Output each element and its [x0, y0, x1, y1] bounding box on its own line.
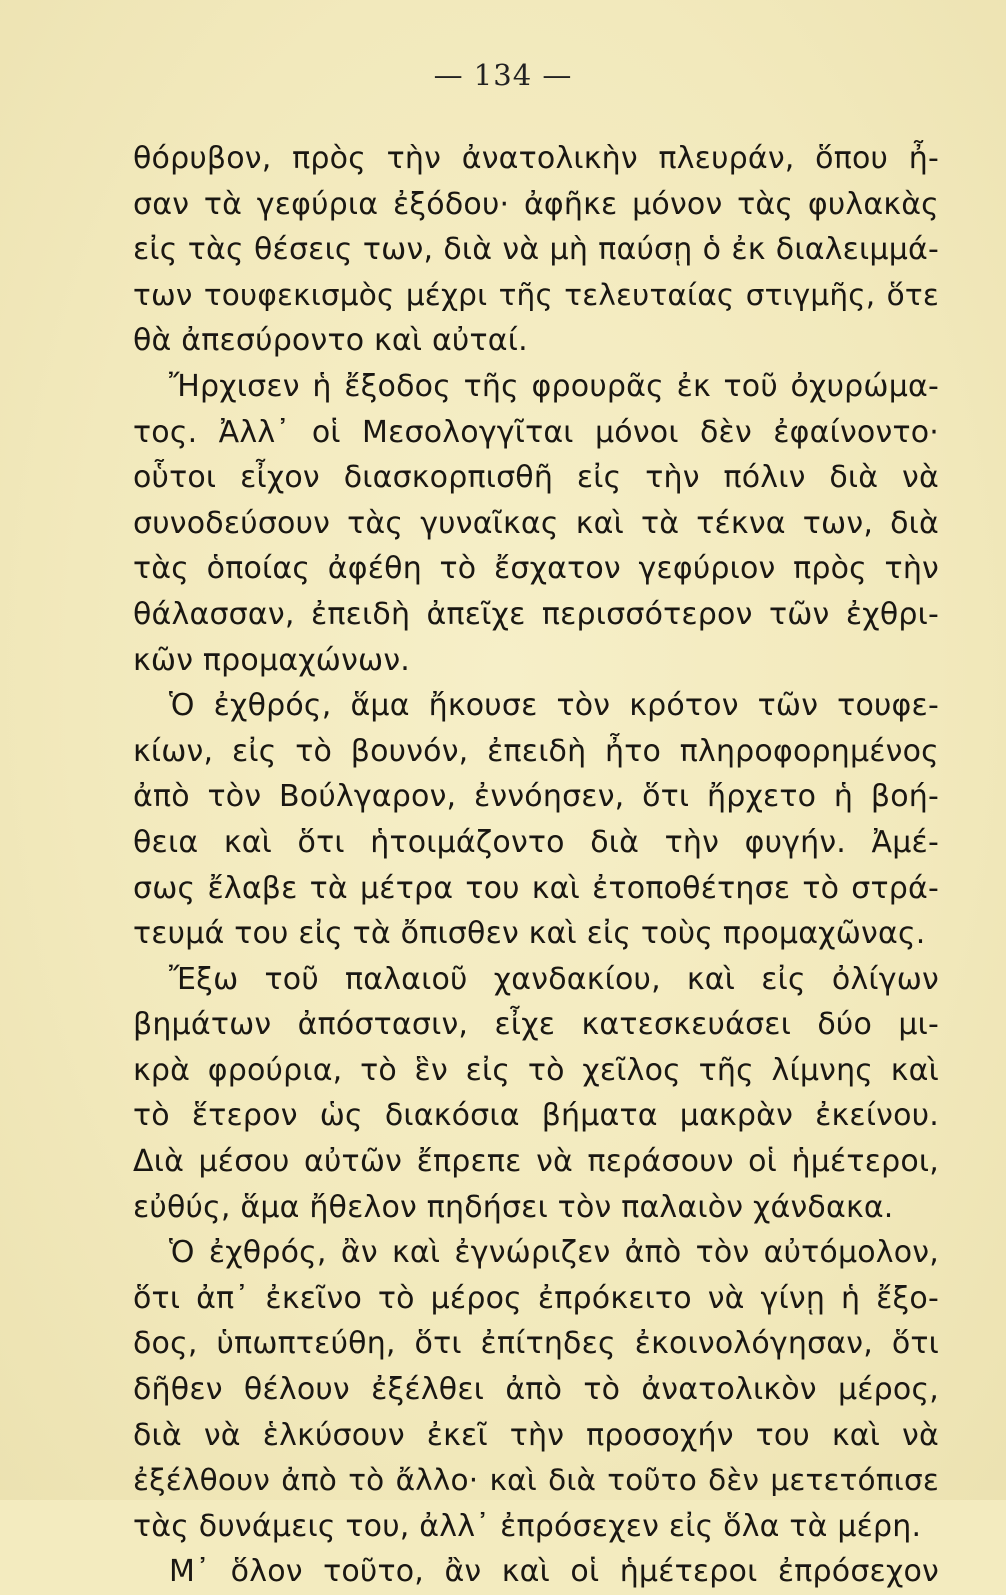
- text-line: θεια καὶ ὅτι ἡτοιμάζοντο διὰ τὴν φυγήν. Ἀμέ-: [133, 824, 939, 860]
- text-line: τὸ ἕτερον ὡς διακόσια βήματα μακρὰν ἐκείνου.: [133, 1098, 939, 1134]
- text-line: δος, ὑπωπτεύθη, ὅτι ἐπίτηδες ἐκοινολόγησαν, ὅτι: [133, 1326, 939, 1362]
- text-line: οὗτοι εἶχον διασκορπισθῆ εἰς τὴν πόλιν διὰ νὰ: [133, 460, 939, 496]
- text-line: Ὁ ἐχθρός, ἅμα ἤκουσε τὸν κρότον τῶν τουφε-: [169, 688, 939, 724]
- text-line: διὰ νὰ ἑλκύσουν ἐκεῖ τὴν προσοχήν του καὶ νὰ: [133, 1417, 939, 1453]
- text-line: θάλασσαν, ἐπειδὴ ἀπεῖχε περισσότερον τῶν ἐχθρι-: [133, 596, 939, 632]
- text-line: ἀπὸ τὸν Βούλγαρον, ἐννόησεν, ὅτι ἤρχετο ἡ βοή-: [133, 779, 939, 815]
- page-number: — 134 —: [433, 58, 573, 92]
- text-line: δῆθεν θέλουν ἐξέλθει ἀπὸ τὸ ἀνατολικὸν μέρος,: [133, 1372, 939, 1408]
- text-line: εἰς τὰς θέσεις των, διὰ νὰ μὴ παύσῃ ὁ ἐκ διαλειμμά-: [133, 232, 939, 268]
- text-line: Ἤρχισεν ἡ ἔξοδος τῆς φρουρᾶς ἐκ τοῦ ὀχυρώμα-: [169, 368, 939, 404]
- text-line: ὅτι ἀπ᾽ ἐκεῖνο τὸ μέρος ἐπρόκειτο νὰ γίνῃ ἡ ἔξο-: [133, 1280, 939, 1316]
- text-line: θόρυβον, πρὸς τὴν ἀνατολικὴν πλευράν, ὅπου ἦ-: [133, 141, 939, 176]
- text-line: συνοδεύσουν τὰς γυναῖκας καὶ τὰ τέκνα των, διὰ: [133, 505, 939, 541]
- text-line: κίων, εἰς τὸ βουνόν, ἐπειδὴ ἦτο πληροφορημένος: [133, 733, 939, 769]
- text-line: Μ᾽ ὅλον τοῦτο, ἂν καὶ οἱ ἡμέτεροι ἐπρόσεχον: [169, 1554, 939, 1590]
- text-line: Διὰ μέσου αὐτῶν ἔπρεπε νὰ περάσουν οἱ ἡμέτεροι,: [133, 1144, 939, 1180]
- text-line: τὰς δυνάμεις του, ἀλλ᾽ ἐπρόσεχεν εἰς ὅλα τὰ μέρη.: [133, 1508, 922, 1544]
- text-line: βημάτων ἀπόστασιν, εἶχε κατεσκευάσει δύο μι-: [133, 1007, 939, 1043]
- text-line: τὰς ὁποίας ἀφέθη τὸ ἔσχατον γεφύριον πρὸς τὴν: [133, 551, 939, 587]
- text-line: θὰ ἀπεσύροντο καὶ αὐταί.: [133, 323, 528, 359]
- body-text: [133, 136, 939, 1595]
- text-line: Ἔξω τοῦ παλαιοῦ χανδακίου, καὶ εἰς ὀλίγων: [169, 961, 939, 997]
- text-line: Ὁ ἐχθρός, ἂν καὶ ἐγνώριζεν ἀπὸ τὸν αὐτόμολον,: [169, 1235, 939, 1271]
- text-line: ἐξέλθουν ἀπὸ τὸ ἄλλο· καὶ διὰ τοῦτο δὲν μετετόπισε: [133, 1463, 939, 1498]
- text-line: των τουφεκισμὸς μέχρι τῆς τελευταίας στιγμῆς, ὅτε: [133, 277, 939, 312]
- text-line: τος. Ἀλλ᾽ οἱ Μεσολογγῖται μόνοι δὲν ἐφαίνοντο·: [133, 414, 939, 450]
- text-line: τευμά του εἰς τὰ ὄπισθεν καὶ εἰς τοὺς προμαχῶνας.: [133, 916, 926, 952]
- text-line: σως ἔλαβε τὰ μέτρα του καὶ ἐτοποθέτησε τὸ στρά-: [133, 870, 939, 906]
- text-line: εὐθύς, ἅμα ἤθελον πηδήσει τὸν παλαιὸν χάνδακα.: [133, 1189, 894, 1225]
- text-line: κῶν προμαχώνων.: [133, 642, 411, 678]
- text-line: σαν τὰ γεφύρια ἐξόδου· ἀφῆκε μόνον τὰς φυλακὰς: [133, 186, 939, 222]
- text-line: κρὰ φρούρια, τὸ ἓν εἰς τὸ χεῖλος τῆς λίμνης καὶ: [133, 1052, 939, 1088]
